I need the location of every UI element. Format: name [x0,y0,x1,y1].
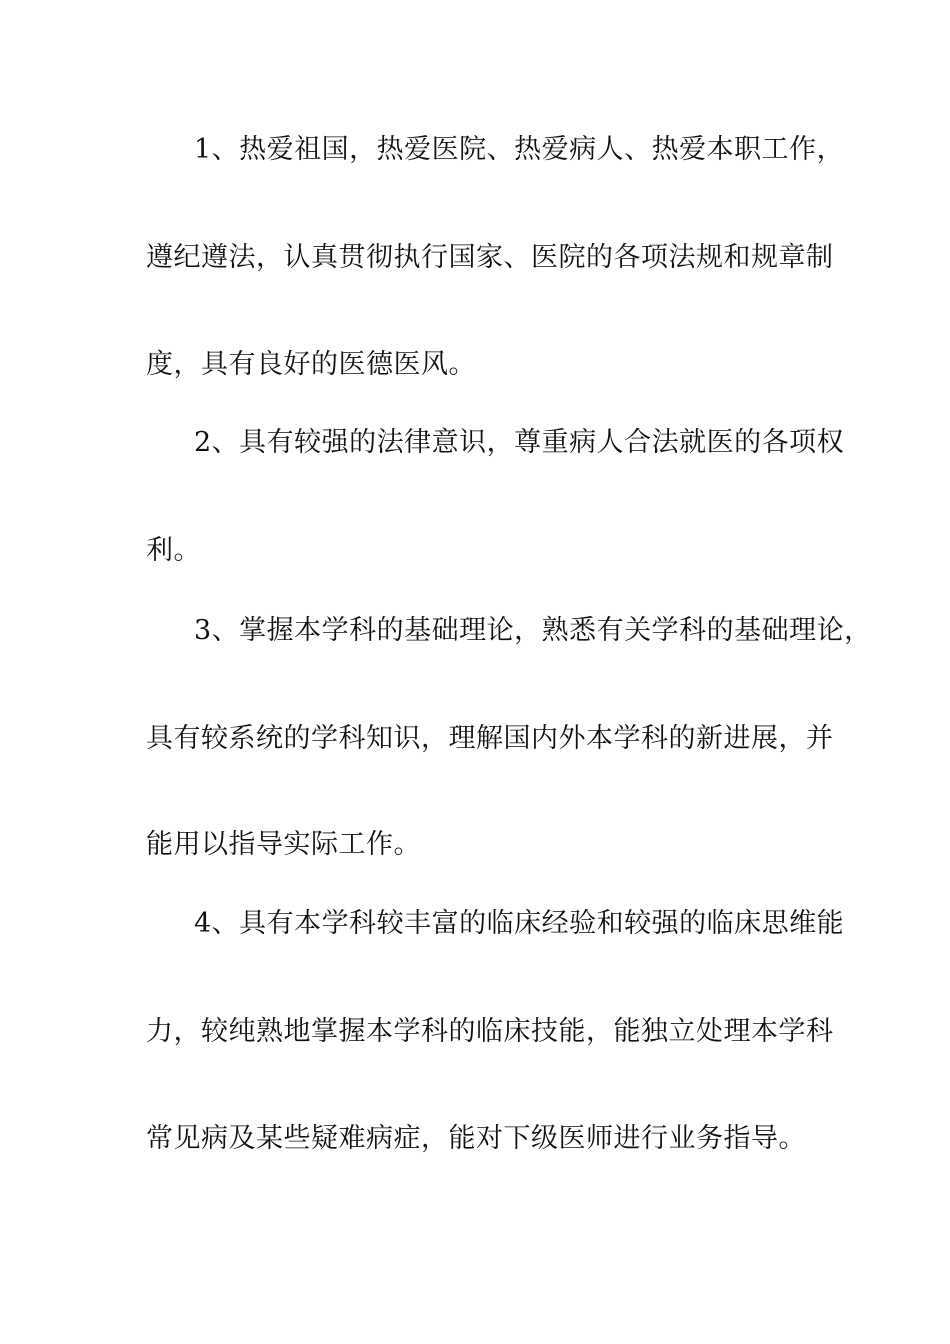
paragraph-1-line-3: 度，具有良好的医德医风。 [146,349,476,380]
paragraph-3-line-3: 能用以指导实际工作。 [146,829,421,860]
paragraph-4-line-2: 力，较纯熟地掌握本学科的临床技能，能独立处理本学科 [146,1016,834,1047]
paragraph-2-line-1: 2、具有较强的法律意识，尊重病人合法就医的各项权 [194,427,845,458]
paragraph-3-line-2: 具有较系统的学科知识，理解国内外本学科的新进展，并 [146,723,834,754]
paragraph-4-line-3: 常见病及某些疑难病症，能对下级医师进行业务指导。 [146,1123,806,1154]
paragraph-1-line-2: 遵纪遵法，认真贯彻执行国家、医院的各项法规和规章制 [146,242,834,273]
paragraph-4-line-1: 4、具有本学科较丰富的临床经验和较强的临床思维能 [194,908,845,939]
paragraph-3-line-1: 3、掌握本学科的基础理论，熟悉有关学科的基础理论， [194,615,872,646]
paragraph-1-line-1: 1、热爱祖国，热爱医院、热爱病人、热爱本职工作， [194,134,845,165]
paragraph-2-line-2: 利。 [146,535,201,566]
